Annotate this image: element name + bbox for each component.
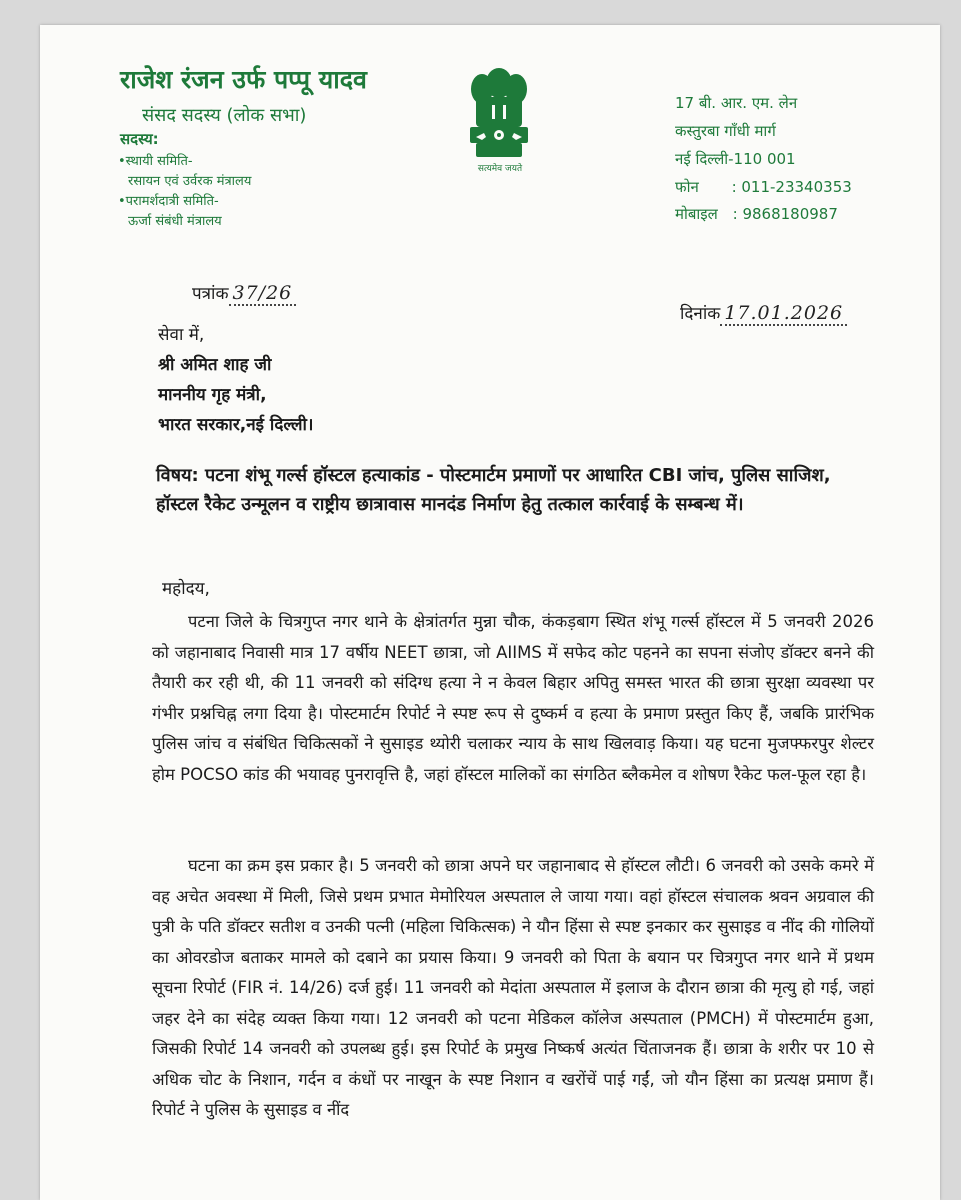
- recipient-designation: माननीय गृह मंत्री,: [158, 385, 267, 405]
- mp-role: संसद सदस्य (लोक सभा): [142, 105, 307, 126]
- salutation: महोदय,: [162, 579, 210, 599]
- address-line-2: कस्तुरबा गाँधी मार्ग: [675, 122, 776, 140]
- date-label: दिनांक: [680, 304, 721, 324]
- letter-subject: विषय: पटना शंभू गर्ल्स हॉस्टल हत्याकांड - पोस्टमार्टम प्रमाणों पर आधारित CBI जांच, पुलिस साजिश, हॉस्टल रैकेट उन्मूलन व राष्ट्रीय छात्रावास मानदंड निर्माण हेतु तत्काल कार्रवाई के सम्बन्ध में।: [156, 465, 831, 515]
- mobile-line: [675, 204, 838, 224]
- member-heading: सदस्य:: [120, 130, 159, 148]
- address-line-1: 17 बी. आर. एम. लेन: [675, 94, 798, 112]
- recipient-line-1: सेवा में,: [158, 325, 205, 345]
- committee-1-ministry: रसायन एवं उर्वरक मंत्रालय: [128, 174, 252, 189]
- address-line-3: नई दिल्ली-110 001: [675, 150, 796, 168]
- body-paragraph-2: घटना का क्रम इस प्रकार है। 5 जनवरी को छात्रा अपने घर जहानाबाद से हॉस्टल लौटी। 6 जनवरी को उसके कमरे में वह अचेत अवस्था में मिली, जिसे प्रथम प्रभात मेमोरियल अस्पताल ले जाया गया। वहां हॉस्टल संचालक श्रवन अग्रवाल की पुत्री के पति डॉक्टर सतीश व उनकी पत्नी (महिला चिकित्सक) ने यौन हिंसा से स्पष्ट इनकार कर सुसाइड व नींद की गोलियों का ओवरडोज बताकर मामले को दबाने का प्रयास किया। 9 जनवरी को पिता के बयान पर चित्रगुप्त नगर थाने में प्रथम सूचना रिपोर्ट (FIR नं. 14/26) दर्ज हुई। 11 जनवरी को मेदांता अस्पताल में इलाज के दौरान छात्रा की मृत्यु हो गई, जहां जहर देने का संदेह व्यक्त किया गया। 12 जनवरी को पटना मेडिकल कॉलेज अस्पताल (PMCH) में पोस्टमार्टम हुआ, जिसकी रिपोर्ट 14 जनवरी को उपलब्ध हुई। इस रिपोर्ट के प्रमुख निष्कर्ष अत्यंत चिंताजनक हैं। छात्रा के शरीर पर 10 से अधिक चोट के निशान, गर्दन व कंधों पर नाखून के स्पष्ट निशान व खरोंचें पाई गईं, जो यौन हिंसा का प्रत्यक्ष प्रमाण हैं। रिपोर्ट ने पुलिस के सुसाइड व नींद: [152, 856, 874, 1119]
- mobile-label: मोबाइल: [675, 205, 718, 223]
- mobile-number: : 9868180987: [732, 205, 838, 223]
- letter-page: [40, 25, 940, 1200]
- phone-number: : 011-23340353: [731, 178, 852, 196]
- phone-label: फोन: [675, 178, 699, 196]
- committee-2-ministry: ऊर्जा संबंधी मंत्रालय: [128, 214, 222, 229]
- reference-line: [192, 281, 296, 306]
- committee-1-title: •स्थायी समिति-: [118, 154, 193, 169]
- body-paragraph-1: पटना जिले के चित्रगुप्त नगर थाने के क्षेत्रांतर्गत मुन्ना चौक, कंकड़बाग स्थित शंभू गर्ल्स हॉस्टल में 5 जनवरी 2026 को जहानाबाद निवासी मात्र 17 वर्षीय NEET छात्रा, जो AIIMS में सफेद कोट पहनने का सपना संजोए डॉक्टर बनने की तैयारी कर रही थी, की 11 जनवरी को संदिग्ध हत्या ने न केवल बिहार अपितु समस्त भारत की छात्रा सुरक्षा व्यवस्था पर गंभीर प्रश्नचिह्न लगा दिया है। पोस्टमार्टम रिपोर्ट ने स्पष्ट रूप से दुष्कर्म व हत्या के प्रमाण प्रस्तुत किए हैं, जबकि प्रारंभिक पुलिस जांच व संबंधित चिकित्सकों ने सुसाइड थ्योरी चलाकर न्याय के साथ खिलवाड़ किया। यह घटना मुजफ्फरपुर शेल्टर होम POCSO कांड की भयावह पुनरावृत्ति है, जहां हॉस्टल मालिकों का संगठित ब्लैकमेल व शोषण रैकेट फल-फूल रहा है।: [152, 612, 874, 784]
- reference-number: 37/26: [229, 282, 297, 306]
- emblem-motto: सत्यमेव जयते: [477, 164, 523, 174]
- national-emblem-icon: [462, 63, 536, 177]
- date-line: [680, 301, 847, 326]
- recipient-office: भारत सरकार,नई दिल्ली।: [158, 415, 314, 435]
- recipient-name: श्री अमित शाह जी: [158, 355, 272, 375]
- phone-line: [675, 177, 852, 197]
- committee-2-title: •परामर्शदात्री समिति-: [118, 194, 219, 209]
- reference-label: पत्रांक: [192, 284, 229, 304]
- date-value: 17.01.2026: [720, 302, 847, 326]
- mp-name: राजेश रंजन उर्फ पप्पू यादव: [120, 65, 367, 94]
